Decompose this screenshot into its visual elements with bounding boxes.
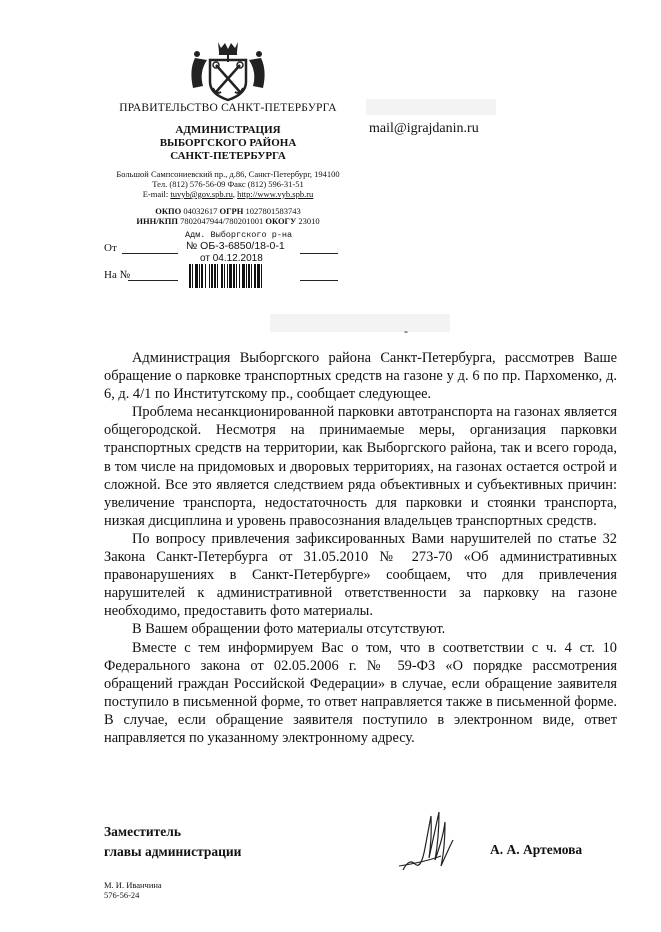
signatory-title xyxy=(104,822,241,862)
stamp-date: от 04.12.2018 xyxy=(200,253,263,264)
paragraph-2: Проблема несанкционированной парковки автотранспорта на газонах является общегородской. Несмотря на принимаемые меры, организация парковки транспортных средств на территории, как Выборгского района, так и всего города, в том числе на придомовых и дворовых территориях, на газонах остается острой и сложной. Все это является следствием ряда объективных и субъективных причин: увеличение транспорта, недостаточность для парковки и стоянки транспорта, низкая дисциплина и уровень правосознания владельцев транспортных средств. xyxy=(104,404,617,529)
paragraph-1: Администрация Выборгского района Санкт-Петербурга, рассмотрев Ваше обращение о парковке транспортных средств на газоне у д. 6 по пр. Пархоменко, д. 6, д. 4/1 по Институтскому пр., сообщает следующее. xyxy=(104,350,617,403)
barcode xyxy=(189,264,297,288)
okpo-label: ОКПО xyxy=(155,206,182,216)
signatory-title-line-1: Заместитель xyxy=(104,824,181,839)
okpo-ogrn-line xyxy=(95,206,361,216)
reference-date-line xyxy=(300,280,338,281)
paragraph-3: По вопросу привлечения зафиксированных Вами нарушителей по статье 32 Закона Санкт-Петербурга от 31.05.2010 № 273-70 «Об административных правонарушениях в Санкт-Петербурге» сообщаем, что для привлечения нарушителей к административной ответственности за парковку на газоне необходимо, предоставить фото материалы. xyxy=(104,530,617,620)
ogrn-label: ОГРН xyxy=(219,206,244,216)
email-link[interactable]: tuvyb@gov.spb.ru xyxy=(170,189,233,199)
contact-block xyxy=(95,169,361,199)
redacted-recipient xyxy=(366,99,496,115)
inn-label: ИНН/КПП xyxy=(136,216,178,226)
signatory-name: А. А. Артемова xyxy=(490,842,583,857)
stamp-organization: Адм. Выборгского р-на xyxy=(185,230,293,240)
government-name: ПРАВИТЕЛЬСТВО САНКТ-ПЕТЕРБУРГА xyxy=(119,102,337,114)
web-link[interactable]: http://www.vyb.spb.ru xyxy=(237,189,314,199)
email-label: E-mail: xyxy=(142,189,171,199)
registration-codes xyxy=(95,206,361,226)
stamp-number: № ОБ-3-6850/18-0-1 xyxy=(186,240,285,252)
ogrn-value: 1027801583743 xyxy=(245,206,301,216)
executor-phone: 576-56-24 xyxy=(104,890,140,900)
postal-address: Большой Сампсониевский пр., д.86, Санкт-Петербург, 194100 xyxy=(116,169,340,179)
phone-fax: Тел. (812) 576-56-09 Факс (812) 596-31-51 xyxy=(152,179,304,189)
administration-line-3: САНКТ-ПЕТЕРБУРГА xyxy=(170,150,286,162)
from-number-line xyxy=(300,253,338,254)
administration-line-1: АДМИНИСТРАЦИЯ xyxy=(175,124,281,136)
st-petersburg-coat-of-arms-icon xyxy=(185,40,271,102)
okogu-label: ОКОГУ xyxy=(265,216,297,226)
signatory-title-line-2: главы администрации xyxy=(104,844,242,859)
recipient-email: mail@igrajdanin.ru xyxy=(369,121,479,136)
letter-body xyxy=(104,349,617,747)
inn-value: 7802047944/780201001 xyxy=(180,216,264,226)
administration-line-2: ВЫБОРГСКОГО РАЙОНА xyxy=(159,137,297,149)
executor-block xyxy=(104,880,162,900)
okpo-value: 04032617 xyxy=(183,206,218,216)
reference-label: На № xyxy=(104,269,131,281)
from-label: От xyxy=(104,242,117,254)
executor-name: М. И. Иванчина xyxy=(104,880,162,890)
from-date-line xyxy=(122,253,178,254)
handwritten-signature xyxy=(395,808,475,878)
administration-name xyxy=(95,124,361,163)
redacted-salutation xyxy=(270,314,450,332)
paragraph-5: Вместе с тем информируем Вас о том, что в соответствии с ч. 4 ст. 10 Федерального закона от 02.05.2006 г. № 59-ФЗ «О порядке рассмотрения обращений граждан Российской Федерации» в случае, если обращение заявителя поступило в письменной форме, то ответ направляется также в письменной форме. В случае, если обращение заявителя поступило в электронном виде, ответ направляется по указанному электронному адресу. xyxy=(104,639,617,746)
email-web: E-mail: tuvyb@gov.spb.ru, http://www.vyb.spb.ru xyxy=(142,189,314,199)
inn-okogu-line xyxy=(95,216,361,226)
paragraph-4: В Вашем обращении фото материалы отсутствуют. xyxy=(132,621,446,638)
reference-line xyxy=(128,280,178,281)
okogu-value: 23010 xyxy=(298,216,320,226)
salutation-dash: - xyxy=(404,324,408,338)
